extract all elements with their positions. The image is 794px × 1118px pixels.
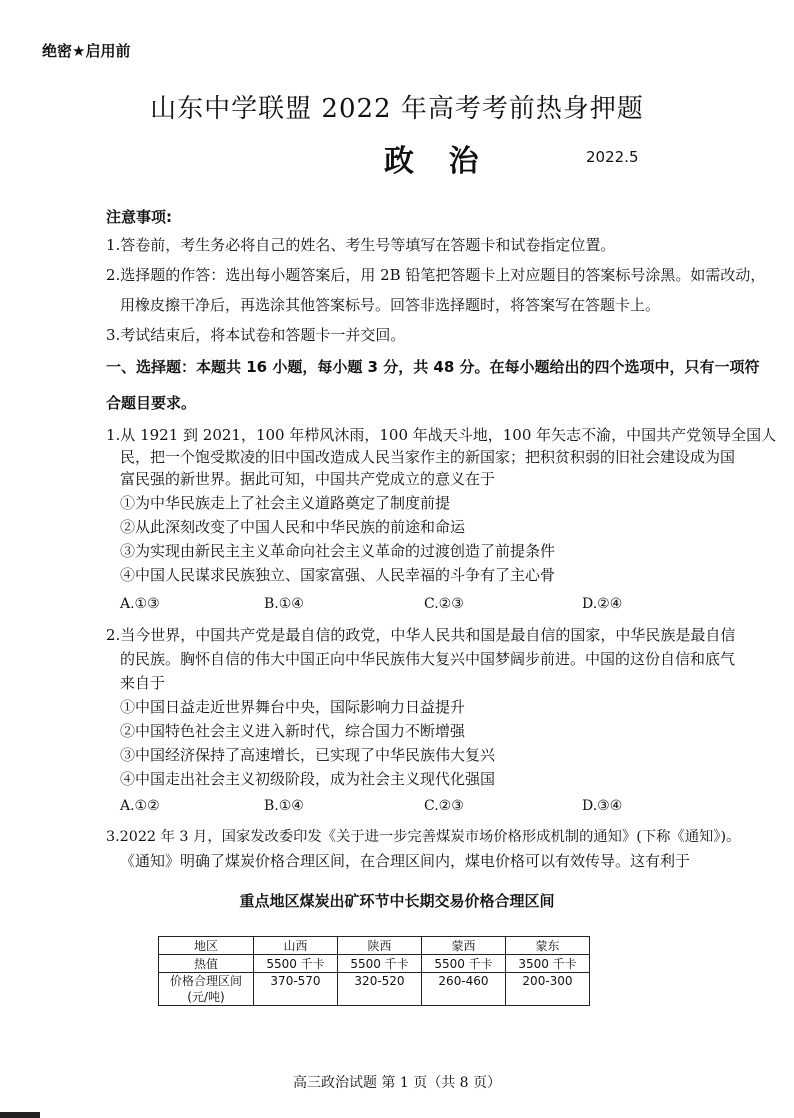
answer-option-b[interactable]: B.①④ [264,596,304,612]
table-row [159,973,590,1006]
question-stem: 富民强的新世界。据此可知，中国共产党成立的意义在于 [120,470,496,488]
page-footer: 高三政治试题 第 1 页（共 8 页） [292,1075,502,1091]
notice-item: 2.选择题的作答：选出每小题答案后，用 2B 铅笔把答题卡上对应题目的答案标号涂黑。如需改动， [106,266,766,284]
table-cell: 蒙西 [422,937,506,955]
question-statement: ②中国特色社会主义进入新时代，综合国力不断增强 [120,722,466,740]
table-cell: 陕西 [338,937,422,955]
question-stem: 来自于 [120,674,166,692]
confidential-label: 绝密★启用前 [42,42,131,60]
table-row [159,937,590,955]
question-stem: 的民族。胸怀自信的伟大中国正向中华民族伟大复兴中国梦阔步前进。中国的这份自信和底气 [120,650,736,668]
table-cell: 蒙东 [506,937,590,955]
notice-item: 用橡皮擦干净后，再选涂其他答案标号。回答非选择题时，将答案写在答题卡上。 [120,296,661,314]
answer-option-a[interactable]: A.①③ [120,596,160,612]
question-stem: 3.2022 年 3 月，国家发改委印发《关于进一步完善煤炭市场价格形成机制的通知》(下称《通知》)。 [106,829,741,845]
question-statement: ③中国经济保持了高速增长，已实现了中华民族伟大复兴 [120,746,496,764]
notice-item: 1.答卷前，考生务必将自己的姓名、考生号等填写在答题卡和试卷指定位置。 [106,236,616,254]
answer-option-d[interactable]: D.②④ [582,596,623,612]
table-cell: 5500 千卡 [254,955,338,973]
answer-option-c[interactable]: C.②③ [424,596,464,612]
question-statement: ①为中华民族走上了社会主义道路奠定了制度前提 [120,494,451,512]
answer-option-b[interactable]: B.①④ [264,798,304,814]
section-heading: 合题目要求。 [106,394,197,412]
table-row [159,955,590,973]
question-statement: ③为实现由新民主主义革命向社会主义革命的过渡创造了前提条件 [120,542,556,560]
notice-item: 3.考试结束后，将本试卷和答题卡一并交回。 [106,326,406,344]
answer-option-a[interactable]: A.①② [120,798,160,814]
exam-title: 山东中学联盟 2022 年高考考前热身押题 [150,94,644,124]
price-table [158,936,590,1006]
answer-option-c[interactable]: C.②③ [424,798,464,814]
question-statement: ④中国走出社会主义初级阶段，成为社会主义现代化强国 [120,770,496,788]
question-statement: ①中国日益走近世界舞台中央，国际影响力日益提升 [120,698,466,716]
table-cell: 5500 千卡 [422,955,506,973]
table-cell: 5500 千卡 [338,955,422,973]
exam-date: 2022.5 [586,148,639,166]
table-cell: 3500 千卡 [506,955,590,973]
table-cell: 热值 [159,955,254,973]
table-cell: 山西 [254,937,338,955]
notice-heading: 注意事项: [106,208,172,226]
question-statement: ④中国人民谋求民族独立、国家富强、人民幸福的斗争有了主心骨 [120,566,556,584]
section-heading: 一、选择题：本题共 16 小题，每小题 3 分，共 48 分。在每小题给出的四个选项中，只有一项符 [106,358,760,376]
question-stem: 1.从 1921 到 2021，100 年栉风沐雨，100 年战天斗地，100 年矢志不渝，中国共产党领导全国人 [106,426,777,444]
answer-option-d[interactable]: D.③④ [582,798,623,814]
table-cell: 320-520 [338,973,422,1006]
table-cell: 地区 [159,937,254,955]
subject-title: 政 治 [384,144,491,179]
table-cell: 260-460 [422,973,506,1006]
table-cell: 200-300 [506,973,590,1006]
question-stem: 2.当今世界，中国共产党是最自信的政党，中华人民共和国是最自信的国家，中华民族是最自信 [106,626,736,644]
question-statement: ②从此深刻改变了中国人民和中华民族的前途和命运 [120,518,466,536]
question-stem: 《通知》明确了煤炭价格合理区间，在合理区间内，煤电价格可以有效传导。这有利于 [120,852,691,870]
question-stem: 民，把一个饱受欺凌的旧中国改造成人民当家作主的新国家；把积贫积弱的旧社会建设成为国 [120,448,736,466]
price-label: 价格合理区间 [169,974,242,988]
table-title: 重点地区煤炭出矿环节中长期交易价格合理区间 [239,892,555,910]
price-unit: (元/吨) [187,990,225,1004]
scan-edge-mark [0,1112,40,1118]
table-cell [159,973,254,1006]
table-cell: 370-570 [254,973,338,1006]
